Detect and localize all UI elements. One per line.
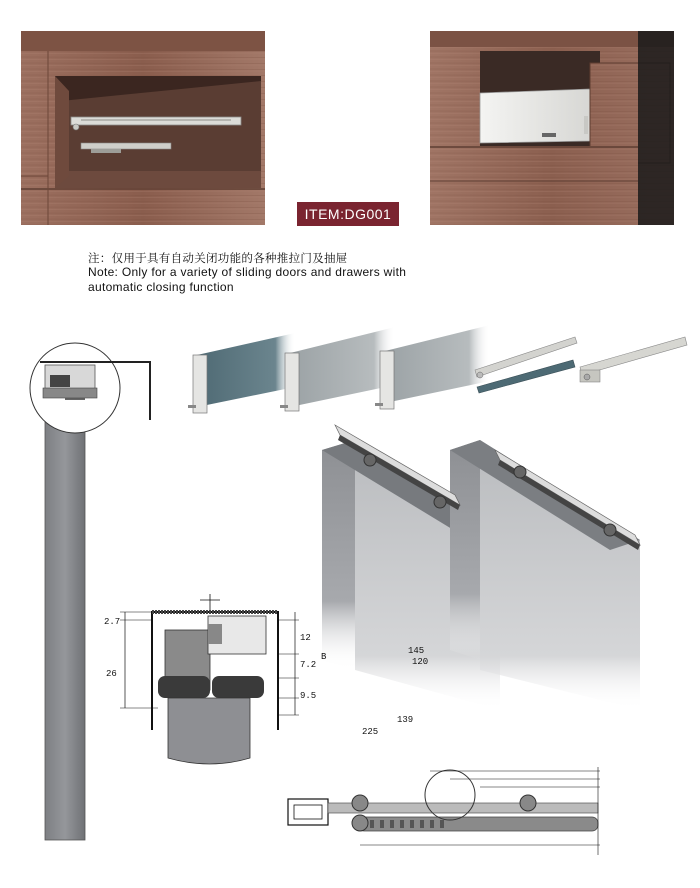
cabinet-slide-photo bbox=[21, 31, 265, 225]
top-view-drawing bbox=[280, 765, 600, 860]
profile-panel-dark bbox=[188, 333, 295, 413]
dim-145: 145 bbox=[408, 646, 425, 656]
open-drawer-illustration bbox=[430, 31, 674, 225]
dim-120: 120 bbox=[412, 657, 429, 667]
dim-139: 139 bbox=[397, 715, 414, 725]
dim-7-2: 7.2 bbox=[300, 660, 317, 670]
slide-rail-pair bbox=[475, 337, 577, 393]
dim-26: 26 bbox=[106, 669, 117, 679]
dim-b: B bbox=[321, 652, 327, 662]
note-english-line-2: automatic closing function bbox=[88, 280, 234, 294]
sliding-door-3d-render bbox=[310, 410, 690, 710]
note-english-line-1: Note: Only for a variety of sliding doors and drawers with bbox=[88, 265, 407, 279]
profile-products-row bbox=[185, 315, 690, 425]
cabinet-slide-illustration bbox=[21, 31, 265, 225]
item-code-badge: ITEM:DG001 bbox=[297, 202, 399, 226]
dim-2-7: 2.7 bbox=[104, 617, 121, 627]
slide-rail-single bbox=[580, 337, 687, 382]
dim-225: 225 bbox=[362, 727, 379, 737]
profile-panel-light-1 bbox=[280, 327, 395, 411]
dim-9-5: 9.5 bbox=[300, 691, 317, 701]
cross-section-drawing bbox=[100, 590, 300, 780]
note-chinese: 注：仅用于具有自动关闭功能的各种推拉门及抽屉 bbox=[88, 251, 348, 265]
open-drawer-photo bbox=[430, 31, 674, 225]
dim-12: 12 bbox=[300, 633, 311, 643]
